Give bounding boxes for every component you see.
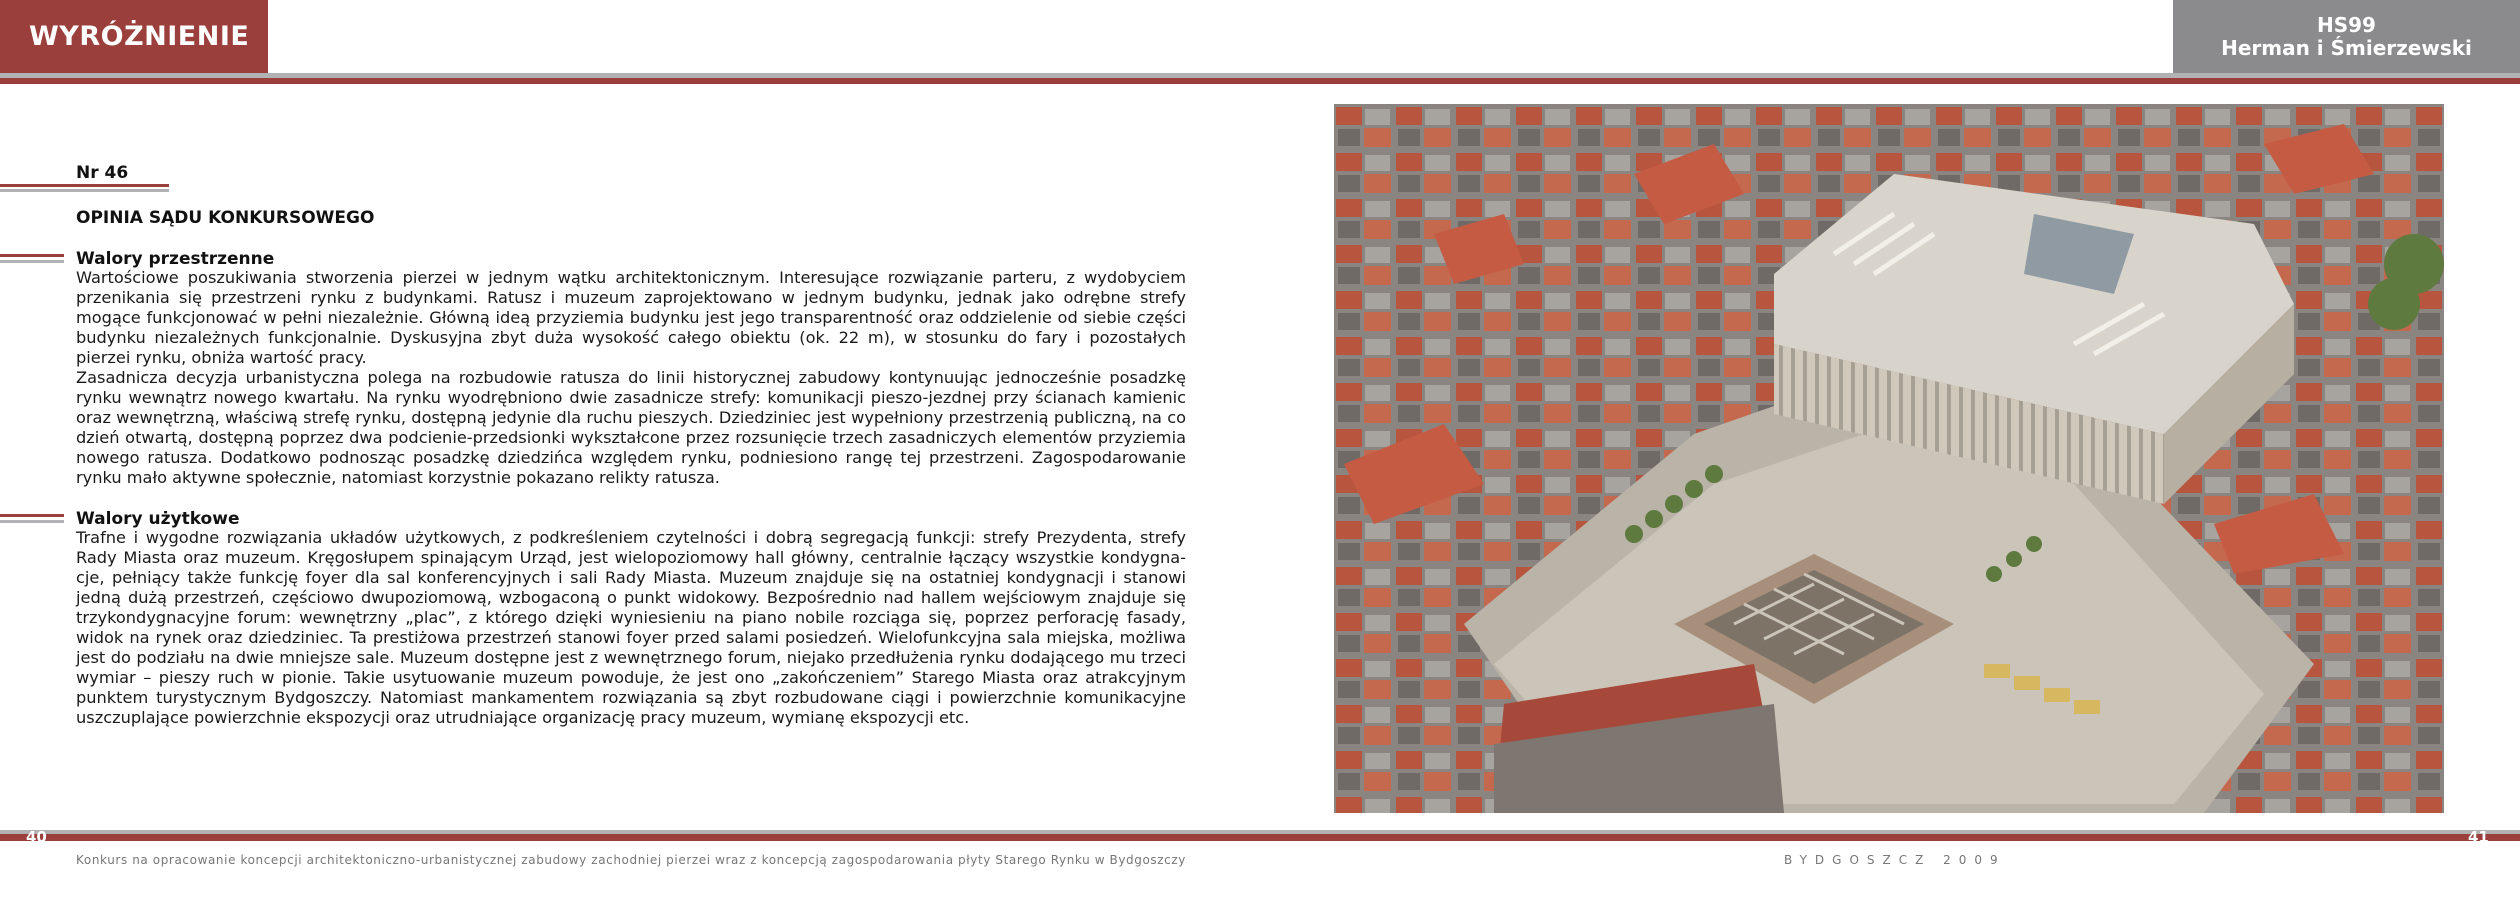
footer-city-year: BYDGOSZCZ 2009 [1784, 853, 2006, 867]
section-title-functional: Walory użytkowe [76, 509, 240, 529]
page-number-right: 41 [2468, 828, 2489, 846]
paragraph: Wartościowe poszukiwania stworzenia pierzei w jednym wątku architektonicznym. Interesujące rozwiązanie parteru, z wydobyciem przenikania się przestrzeni rynku z budynkami. Ratusz i muzeum zaprojektowano w jednym budynku, jednak jako odrębne strefy mogące funkcjonować w pełni niezależnie. Główną ideą przyziemia budynku jest jego transparentność oraz oddzielenie od siebie części budynku niezależnych funkcjonalnie. Dyskusyjna zbyt duża wysokość całego obiektu (ok. 22 m), w stosunku do fary i pozostałych pierzei rynku, obniża wartość pracy. [76, 268, 1186, 367]
aerial-render-drawing [1334, 104, 2444, 813]
entry-number: Nr 46 [76, 163, 129, 183]
section-body-functional [76, 528, 1186, 728]
team-authors: Herman i Śmierzewski [2221, 36, 2472, 60]
section1-rule-red [0, 254, 64, 257]
header-rule-red [0, 78, 2520, 84]
section1-rule-grey [0, 260, 64, 263]
team-box [2173, 0, 2520, 73]
aerial-render-image [1334, 104, 2444, 813]
footer-rule-red [0, 834, 2520, 841]
section2-rule-red [0, 514, 64, 517]
opinion-title: OPINIA SĄDU KONKURSOWEGO [76, 208, 375, 228]
page-number-left: 40 [26, 828, 47, 846]
number-rule-grey [0, 189, 169, 192]
number-rule-red [0, 184, 169, 187]
paragraph: Zasadnicza decyzja urbanistyczna polega na rozbudowie ratusza do linii historycznej zabudowy kontynuując jednocześnie posadzkę rynku wewnątrz nowego kwartału. Na rynku wyodrębniono dwie zasadnicze strefy: komunikacji pieszo-jezdnej przy ścianach kamienic oraz wewnętrzną, właściwą strefę rynku, dostępną jedynie dla ruchu pieszych. Dziedziniec jest wypełniony przestrzenią publiczną, na co dzień otwartą, dostępną poprzez dwa podcienie-przedsionki wykształcone przez rozsunięcie trzech zasadniczych elementów przyziemia nowego ratusza. Dodatkowo podnosząc posadzkę dziedzińca względem rynku, podniesiono rangę tej przestrzeni. Zagospodarowanie rynku mało aktywne społecznie, natomiast korzystnie pokazano relikty ratusza. [76, 368, 1186, 487]
paragraph: Trafne i wygodne rozwiązania układów użytkowych, z podkreśleniem czytelności i dobrą segregacją funkcji: strefy Prezydenta, strefy Rady Miasta oraz muzeum. Kręgosłupem spinającym Urząd, jest wielopoziomowy hall główny, centralnie łączący wszystkie kondygnacje, pełniący także funkcję foyer dla sal konferencyjnych i sali Rady Miasta. Muzeum znajduje się na ostatniej kondygnacji i stanowi jedną dużą przestrzeń, częściowo dwupoziomową, wzbogaconą o punkt widokowy. Bezpośrednio nad hallem wejściowym znajduje się trzykondygnacyjne forum: wewnętrzny „plac”, z którego dzięki wyniesieniu na piano nobile rozciąga się, poprzez perforację fasady, widok na rynek oraz dziedziniec. Ta prestiżowa przestrzeń stanowi foyer przed salami posiedzeń. Wielofunkcyjna sala miejska, możliwa jest do podziału na dwie mniejsze sale. Muzeum dostępne jest z wewnętrznego forum, niejako przedłużenia rynku dodającego mu trzeci wymiar – pieszy ruch w pionie. Takie usytuowanie muzeum powoduje, że jest ono „zakończeniem” Starego Miasta oraz atrakcyjnym punktem turystycznym Bydgoszczy. Natomiast mankamentem rozwiązania są zbyt rozbudowane ciągi i powierzchnie komunikacyjne uszczuplające powierzchnie ekspozycji oraz utrudniające organizację pracy muzeum, wymianę ekspozycji etc. [76, 528, 1186, 727]
section2-rule-grey [0, 520, 64, 523]
team-code: HS99 [2317, 13, 2376, 37]
section-body-spatial [76, 268, 1186, 488]
section-title-spatial: Walory przestrzenne [76, 249, 275, 269]
award-badge: WYRÓŻNIENIE [0, 0, 268, 73]
footer-caption: Konkurs na opracowanie koncepcji architektoniczno-urbanistycznej zabudowy zachodniej pierzei wraz z koncepcją zagospodarowania płyty Starego Rynku w Bydgoszczy [76, 853, 1186, 867]
